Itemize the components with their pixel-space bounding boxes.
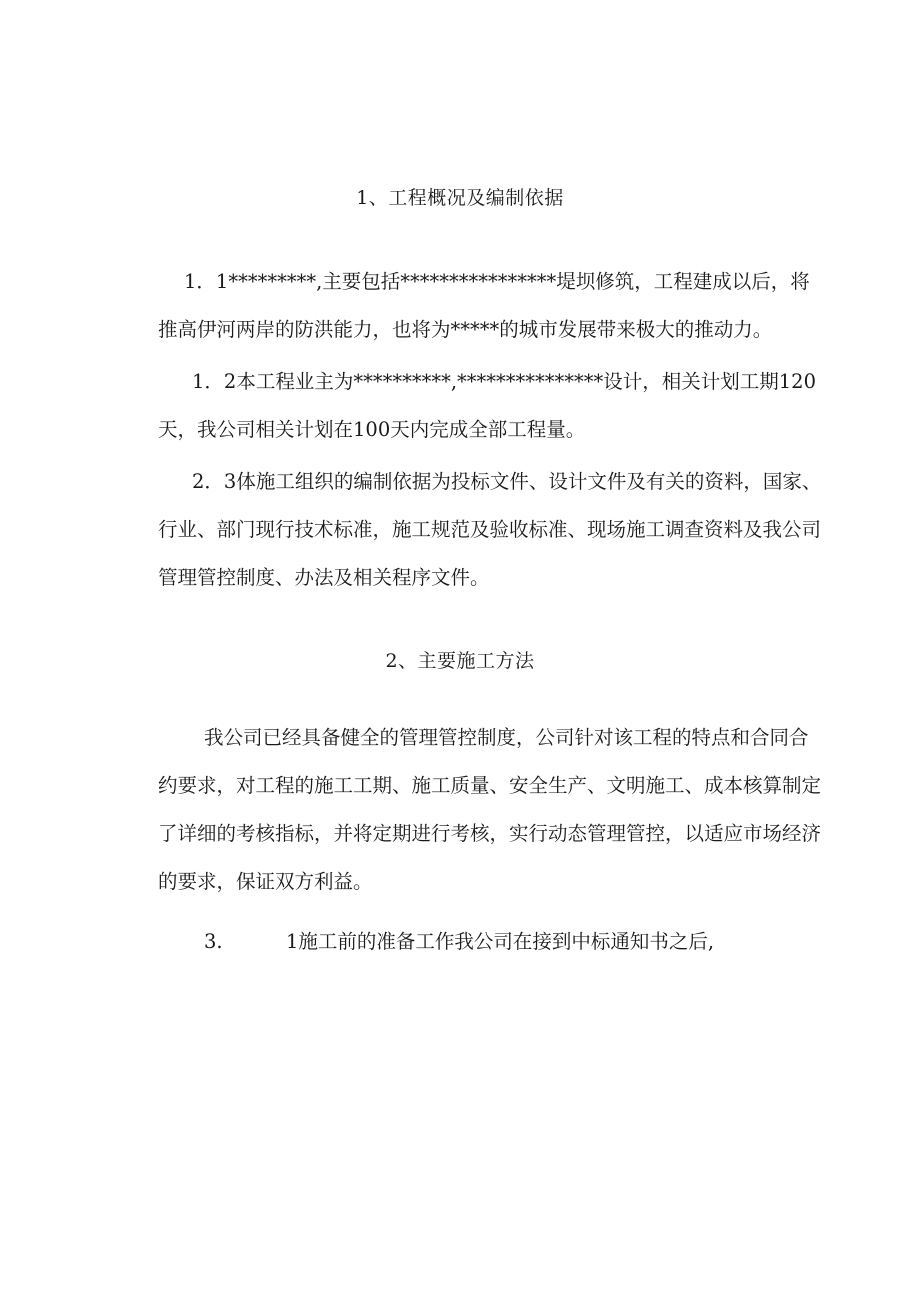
section-2-heading: 2、主要施工方法 xyxy=(385,650,535,672)
paragraph-3-1-text: 1施工前的准备工作我公司在接到中标通知书之后, xyxy=(286,930,715,953)
paragraph-1-3 xyxy=(158,458,834,602)
paragraph-2-body-line-1: 我公司已经具备健全的管理管控制度，公司针对该工程的特点和合同合 xyxy=(204,726,809,749)
paragraph-2-body xyxy=(158,714,834,906)
paragraph-1-1-line-1: 1．1*********,主要包括****************堤坝修筑，工程建成以后，将 xyxy=(184,270,810,293)
paragraph-1-1-line-2: 推高伊河两岸的防洪能力，也将为*****的城市发展带来极大的推动力。 xyxy=(158,318,773,341)
paragraph-3-1 xyxy=(158,918,834,966)
paragraph-1-2-line-1: 1．2本工程业主为**********,***************设计，相关计划工期120 xyxy=(192,370,816,393)
paragraph-3-1-line-1 xyxy=(158,918,834,966)
paragraph-1-2-line-2: 天，我公司相关计划在100天内完成全部工程量。 xyxy=(158,418,586,441)
paragraph-1-1 xyxy=(158,258,834,354)
paragraph-2-body-line-2: 约要求，对工程的施工工期、施工质量、安全生产、文明施工、成本核算制定 xyxy=(158,774,822,797)
section-1-heading: 1、工程概况及编制依据 xyxy=(356,187,564,209)
paragraph-2-body-line-4: 的要求，保证双方利益。 xyxy=(158,870,373,893)
paragraph-3-1-number: 3. xyxy=(204,930,223,953)
paragraph-2-body-line-3: 了详细的考核指标，并将定期进行考核，实行动态管理管控，以适应市场经济 xyxy=(158,822,822,845)
paragraph-1-2 xyxy=(158,358,834,454)
paragraph-1-3-line-3: 管理管控制度、办法及相关程序文件。 xyxy=(158,566,490,589)
paragraph-1-3-line-2: 行业、部门现行技术标准，施工规范及验收标准、现场施工调查资料及我公司 xyxy=(158,518,822,541)
paragraph-1-3-line-1: 2．3体施工组织的编制依据为投标文件、设计文件及有关的资料，国家、 xyxy=(192,470,822,493)
